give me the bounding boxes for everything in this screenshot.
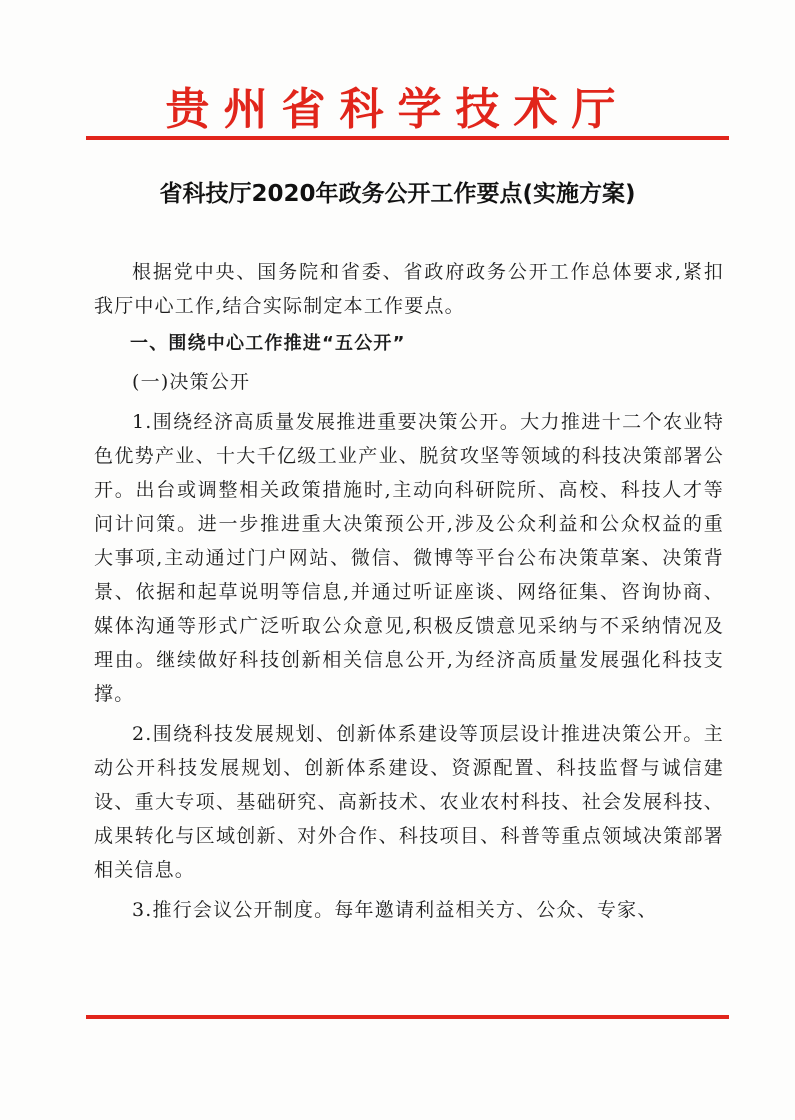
masthead-divider: [86, 136, 729, 140]
paragraph-item-3: 3.推行会议公开制度。每年邀请利益相关方、公众、专家、: [132, 899, 658, 921]
document-title: 省科技厅2020年政务公开工作要点(实施方案): [159, 181, 636, 207]
paragraph-item-2: 2.围绕科技发展规划、创新体系建设等顶层设计推进决策公开。主动公开科技发展规划、创新体系建设、资源配置、科技监督与诚信建设、重大专项、基础研究、高新技术、农业农村科技、社会发展科技、成果转化与区域创新、对外合作、科技项目、科普等重点领域决策部署相关信息。: [94, 723, 724, 881]
intro-paragraph: 根据党中央、国务院和省委、省政府政务公开工作总体要求,紧扣我厅中心工作,结合实际制定本工作要点。: [94, 261, 724, 317]
subsection-heading: (一)决策公开: [132, 371, 251, 393]
masthead-title: 贵州省科学技术厅: [165, 84, 630, 135]
paragraph-item-1: 1.围绕经济高质量发展推进重要决策公开。大力推进十二个农业特色优势产业、十大千亿级工业产业、脱贫攻坚等领域的科技决策部署公开。出台或调整相关政策措施时,主动向科研院所、高校、科技人才等问计问策。进一步推进重大决策预公开,涉及公众利益和公众权益的重大事项,主动通过门户网站、微信、微博等平台公布决策草案、决策背景、依据和起草说明等信息,并通过听证座谈、网络征集、咨询协商、媒体沟通等形式广泛听取公众意见,积极反馈意见采纳与不采纳情况及理由。继续做好科技创新相关信息公开,为经济高质量发展强化科技支撑。: [94, 411, 724, 705]
footer-divider: [86, 1015, 729, 1019]
document-body: [94, 255, 724, 927]
section-heading: 一、围绕中心工作推进“五公开”: [130, 333, 406, 354]
